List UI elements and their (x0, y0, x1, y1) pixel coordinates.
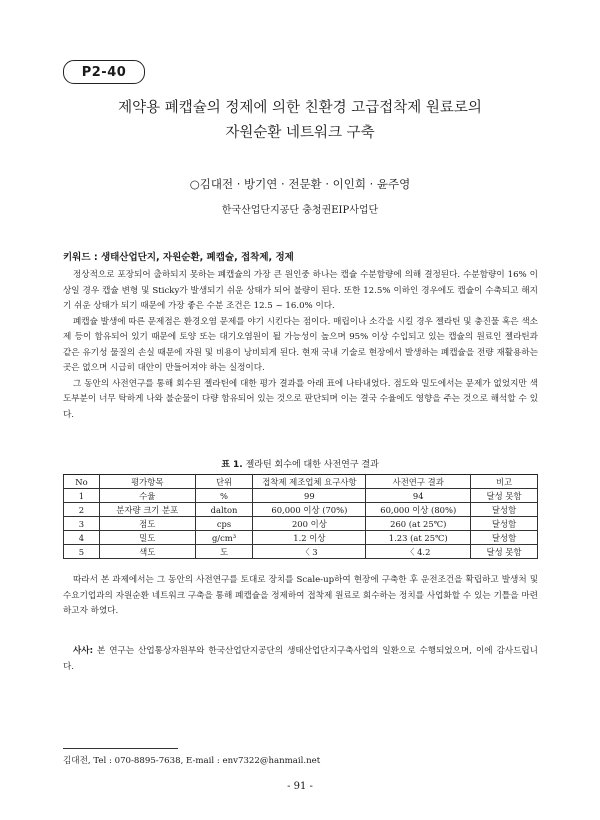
table-cell: 5 (64, 545, 100, 559)
table-row (64, 517, 538, 531)
table-header-cell: 사전연구 결과 (366, 475, 471, 489)
table-cell: g/cm³ (195, 531, 253, 545)
table-cell: 도 (195, 545, 253, 559)
footnote: 김대전, Tel : 070-8895-7638, E-mail : env7322@hanmail.net (63, 756, 321, 766)
table-cell: 94 (366, 489, 471, 503)
table-cell: % (195, 489, 253, 503)
body-section-1 (63, 268, 538, 423)
table-cell: 달성 못함 (471, 545, 538, 559)
table-caption (60, 457, 540, 470)
paper-title (40, 96, 560, 146)
table-cell: 분자량 크기 분포 (99, 503, 195, 517)
body-section-2 (63, 573, 538, 620)
acknowledgment (63, 644, 538, 675)
table-cell: 점도 (99, 517, 195, 531)
table-cell: cps (195, 517, 253, 531)
title-line-1: 제약용 폐캡슐의 정제에 의한 친환경 고급접착제 원료로의 (118, 100, 482, 116)
table-caption-text: 젤라틴 회수에 대한 사전연구 결과 (245, 460, 379, 470)
table-cell: dalton (195, 503, 253, 517)
body-paragraph: 폐캡슐 발생에 따른 문제점은 환경오염 문제를 야기 시킨다는 점이다. 매립이나 소각을 시킬 경우 젤라틴 및 충진물 혹은 색소제 등이 함유되어 있기 때문에 토양 또는 대기오염원이 될 가능성이 높으며 95% 이상 수입되고 있는 캡슐의 원료인 젤라틴과 같은 유기성 물질의 손실 때문에 자원 및 비용이 낭비되게 된다. 현재 국내 기술로 현장에서 발생하는 폐캡슐을 전량 재활용하는 곳은 없으며 시급히 대안이 만들어져야 하는 실정이다. (63, 316, 538, 373)
table-header-cell: 비고 (471, 475, 538, 489)
title-line-2: 자원순환 네트워크 구축 (225, 125, 375, 141)
table-cell: 1.23 (at 25℃) (366, 531, 471, 545)
body-paragraph: 따라서 본 과제에서는 그 동안의 사전연구를 토대로 장치를 Scale-up하여 현장에 구축한 후 운전조건을 확립하고 발생처 및 수요기업과의 자원순환 네트워크 구축을 통해 폐캡슐을 정제하여 접착제 원료로 회수하는 정치를 사업화할 수 있는 기틀을 마련하고자 하였다. (63, 575, 538, 616)
table-row (64, 531, 538, 545)
table-cell: 〈 3 (253, 545, 366, 559)
table-header-cell: No (64, 475, 100, 489)
page-number: - 91 - (287, 781, 313, 792)
table-cell: 1.2 이상 (253, 531, 366, 545)
table-row (64, 503, 538, 517)
table-cell: 1 (64, 489, 100, 503)
table-cell: 달성함 (471, 503, 538, 517)
paper-code-badge: P2-40 (63, 60, 145, 84)
table-cell: 4 (64, 531, 100, 545)
table-cell: 수율 (99, 489, 195, 503)
table-cell: 60,000 이상 (70%) (253, 503, 366, 517)
table-cell: 달성 못함 (471, 489, 538, 503)
table-header-cell: 단위 (195, 475, 253, 489)
table-cell: 색도 (99, 545, 195, 559)
table-cell: 60,000 이상 (80%) (366, 503, 471, 517)
table-cell: 99 (253, 489, 366, 503)
table-caption-label: 표 1. (221, 460, 243, 470)
table-cell: 200 이상 (253, 517, 366, 531)
table-header-cell: 접착제 제조업체 요구사항 (253, 475, 366, 489)
footnote-divider (63, 748, 178, 749)
table-cell: 밀도 (99, 531, 195, 545)
table-cell: 달성함 (471, 531, 538, 545)
body-paragraph: 정상적으로 포장되어 출하되지 못하는 폐캡슐의 가장 큰 원인중 하나는 캡슐 수분함량에 의해 결정된다. 수분함량이 16% 이상일 경우 캡슐 변형 및 Sticky가 발생되기 쉬운 상태가 되어 불량이 된다. 또한 12.5% 이하인 경우에도 캡슐이 수축되고 해지기 쉬운 상태가 되기 때문에 가장 좋은 수분 조건은 12.5 ~ 16.0% 이다. (63, 270, 538, 311)
table-row (64, 489, 538, 503)
table-cell: 2 (64, 503, 100, 517)
author-list: ○김대전 · 방기연 · 전문환 · 이인희 · 윤주영 (189, 177, 411, 191)
table-row (64, 545, 538, 559)
body-paragraph: 그 동안의 사전연구를 통해 회수된 젤라틴에 대한 평가 결과를 아래 표에 나타내었다. 점도와 밀도에서는 문제가 없었지만 색도부분이 너무 탁하게 나와 불순물이 다량 함유되어 있는 것으로 판단되며 이는 결국 수율에도 영향을 주는 것으로 해석할 수 있다. (63, 378, 538, 420)
table-header-cell: 평가항목 (99, 475, 195, 489)
table-cell: 3 (64, 517, 100, 531)
table-cell: 〈 4.2 (366, 545, 471, 559)
acknowledgment-text: 본 연구는 산업통상자원부와 한국산업단지공단의 생태산업단지구축사업의 일환으로 수행되었으며, 이에 감사드립니다. (63, 646, 538, 672)
results-table (63, 474, 538, 559)
affiliation: 한국산업단지공단 충청권EIP사업단 (221, 205, 379, 216)
table-header-row (64, 475, 538, 489)
keywords: 키워드 : 생태산업단지, 자원순환, 폐캡슐, 접착제, 정제 (63, 252, 294, 263)
table-cell: 달성함 (471, 517, 538, 531)
table-cell: 260 (at 25℃) (366, 517, 471, 531)
acknowledgment-label: 사사: (73, 646, 94, 656)
